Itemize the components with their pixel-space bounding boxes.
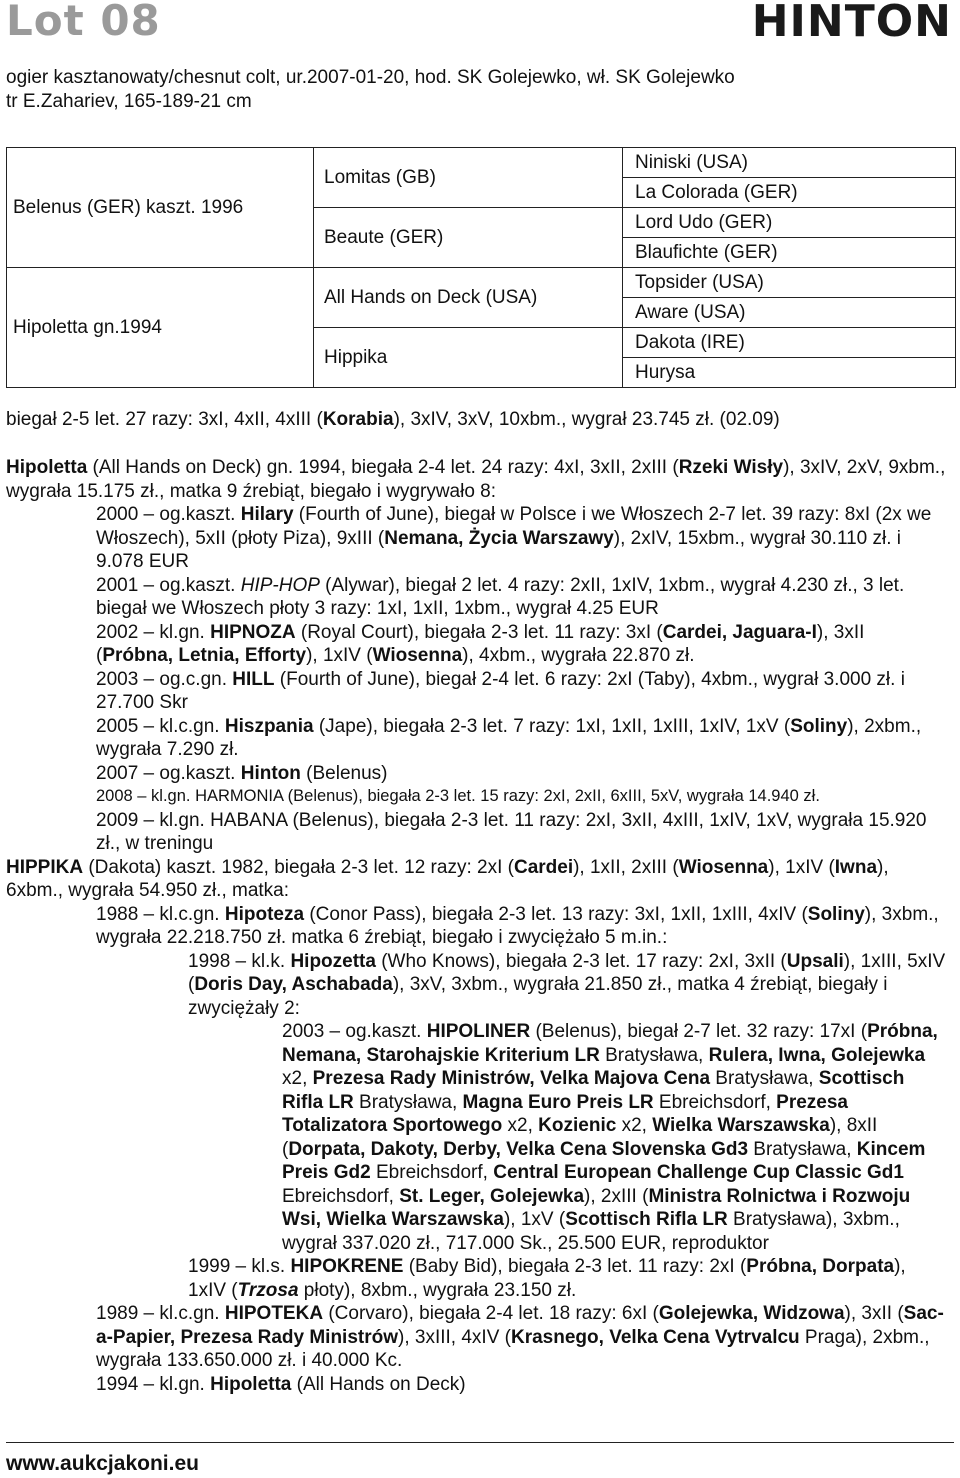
text: ), 3xII ( xyxy=(96,621,865,666)
hippika-offspring-1988 xyxy=(6,903,946,950)
text: (Alywar), biegał 2 let. 4 razy: 2xII, 1xIV, 1xbm., wygrał 4.230 zł., 3 let. biegał we Włoszech płoty 3 razy: 1xI, 1xII, 1xbm., wygrał 4.25 EUR xyxy=(96,574,905,619)
pedigree-dam-sire: All Hands on Deck (USA) xyxy=(314,268,623,328)
pedigree-sire-sire: Lomitas (GB) xyxy=(314,148,623,208)
hippika-offspring-1998 xyxy=(6,950,946,1021)
text: ), 1xIV ( xyxy=(188,1256,906,1301)
pedigree-sire-dam: Beaute (GER) xyxy=(314,208,623,268)
text: x2, xyxy=(616,1115,653,1136)
racing-text: biegał 2-5 let. 27 razy: 3xI, 4xII, 4xIII ( xyxy=(6,409,323,430)
offspring-name: HIP-HOP xyxy=(240,574,320,596)
offspring-name: HIPOKRENE xyxy=(290,1256,404,1277)
race-name: Kincem Preis Gd2 xyxy=(282,1138,926,1183)
text: Bratysława, xyxy=(710,1068,819,1089)
hippika-offspring-1989 xyxy=(6,1302,946,1373)
race-name: Golejewka, Widzowa xyxy=(658,1303,845,1324)
text: ), 1xV ( xyxy=(503,1209,566,1230)
offspring-2002 xyxy=(6,621,946,668)
footer-divider xyxy=(6,1442,954,1443)
text: (Royal Court), biegała 2-3 let. 11 razy: 3xI ( xyxy=(295,621,663,643)
text: ), 6xbm., wygrała 54.950 zł., matka: xyxy=(6,856,889,901)
lot-number: Lot 08 xyxy=(6,0,161,45)
dam-name: Hipoletta xyxy=(6,457,88,478)
granddam-record xyxy=(6,856,946,903)
granddam-name: HIPPIKA xyxy=(6,856,84,878)
text: 1989 – kl.c.gn. xyxy=(96,1303,225,1324)
race-name: Wiosenna xyxy=(372,645,463,666)
text: Ebreichsdorf, xyxy=(370,1162,494,1183)
text: (Fourth of June), biegał 2-4 let. 6 razy: 2xI (Taby), 4xbm., wygrał 3.000 zł. i 27.700 Skr xyxy=(96,668,905,713)
text: (Conor Pass), biegała 2-3 let. 13 razy: 3xI, 1xII, 1xIII, 4xIV ( xyxy=(304,903,808,925)
text: Bratysława, xyxy=(599,1044,709,1066)
text: (Belenus) xyxy=(300,762,388,784)
text: (Corvaro), biegała 2-4 let. 18 razy: 6xI ( xyxy=(323,1303,659,1324)
race-name: Dorpata, Dakoty, Derby, Velka Cena Slovenska Gd3 xyxy=(288,1138,749,1160)
pedigree-sire: Belenus (GER) kaszt. 1996 xyxy=(7,148,314,268)
text: ), 3xII ( xyxy=(844,1303,904,1324)
text: 2007 – og.kaszt. xyxy=(96,762,241,784)
text: ), 2xbm., wygrała 7.290 zł. xyxy=(96,715,922,760)
offspring-2009 xyxy=(6,809,946,856)
horse-name: HINTON xyxy=(751,0,952,47)
race-name: Kozienic xyxy=(538,1115,617,1136)
text: (Jape), biegała 2-3 let. 7 razy: 1xI, 1xII, 1xIII, 1xIV, 1xV ( xyxy=(313,715,791,737)
footer-url[interactable]: www.aukcjakoni.eu xyxy=(6,1452,199,1475)
text: (Fourth of June), biegał w Polsce i we Włoszech 2-7 let. 39 razy: 8xI (2x we Włoszech), 5xII (płoty Piza), 9xIII ( xyxy=(96,504,932,549)
text: Ebreichsdorf, xyxy=(653,1091,777,1113)
offspring-2008 xyxy=(6,785,946,809)
race-name: Central European Challenge Cup Classic Gd1 xyxy=(493,1162,904,1183)
racing-text: ), 3xIV, 3xV, 10xbm., wygrał 23.745 zł. (02.09) xyxy=(393,409,780,430)
text: (All Hands on Deck) gn. 1994, biegała 2-4 let. 24 razy: 4xI, 3xII, 2xIII ( xyxy=(87,457,679,478)
text: Bratysława), 3xbm., wygrał 337.020 zł., 717.000 Sk., 25.500 EUR, reproduktor xyxy=(282,1209,900,1254)
text: ), 3xIII, 4xIV ( xyxy=(398,1326,511,1348)
offspring-name: HILL xyxy=(232,668,275,690)
race-name: Trzosa xyxy=(237,1279,299,1301)
race-name: St. Leger, Golejewka xyxy=(399,1185,585,1207)
offspring-name: Hiszpania xyxy=(224,715,314,737)
text: 2001 – og.kaszt. xyxy=(96,574,241,596)
offspring-2005 xyxy=(6,715,946,762)
pedigree-g3-2: La Colorada (GER) xyxy=(623,178,956,208)
text: 1999 – kl.s. xyxy=(188,1256,291,1277)
text: ), 3xbm., wygrała 22.218.750 zł. matka 6 źrebiąt, biegało i zwyciężało 5 m.in.: xyxy=(96,903,939,948)
race-name: Iwna xyxy=(834,856,878,878)
pedigree-g3-7: Dakota (IRE) xyxy=(623,328,956,358)
text: (Baby Bid), biegała 2-3 let. 11 razy: 2xI ( xyxy=(403,1256,747,1277)
text: x2, xyxy=(282,1068,313,1089)
offspring-name: Hipoletta xyxy=(210,1373,292,1395)
pedigree-g3-5: Topsider (USA) xyxy=(623,268,956,298)
offspring-name: HIPOLINER xyxy=(426,1021,531,1042)
text: 2000 – og.kaszt. xyxy=(96,504,241,525)
offspring-name: Hipozetta xyxy=(290,950,376,972)
text: Bratysława, xyxy=(353,1091,463,1113)
offspring-name: Hinton xyxy=(240,762,301,784)
race-name: Soliny xyxy=(807,903,865,925)
racing-bold: Korabia xyxy=(322,409,394,430)
offspring-2000 xyxy=(6,503,946,574)
text: płoty), 8xbm., wygrała 23.150 zł. xyxy=(298,1279,577,1301)
hippika-offspring-1994 xyxy=(6,1373,946,1397)
offspring-name: HIPOTEKA xyxy=(224,1303,324,1324)
family-record xyxy=(6,456,946,1396)
race-name: Krasnego, Velka Cena Vytrvalcu xyxy=(511,1326,800,1348)
text: ), 1xIV ( xyxy=(306,645,373,666)
pedigree-g3-6: Aware (USA) xyxy=(623,298,956,328)
race-name: Sac-a-Papier, Prezesa Rady Ministrów xyxy=(96,1303,944,1348)
text: ), 1xIV ( xyxy=(768,856,835,878)
text: ), 3xIV, 2xV, 9xbm., wygrała 15.175 zł., matka 9 źrebiąt, biegało i wygrywało 8: xyxy=(6,457,946,502)
racing-record xyxy=(6,408,780,432)
text: ), 4xbm., wygrała 22.870 zł. xyxy=(462,645,695,666)
race-name: Ministra Rolnictwa i Rozwoju Wsi, Wielka Warszawska xyxy=(282,1185,911,1230)
text: 2005 – kl.c.gn. xyxy=(96,715,225,737)
race-name: Próbna, Letnia, Efforty xyxy=(102,645,307,666)
hippika-offspring-2003 xyxy=(6,1020,946,1255)
race-name: Prezesa Totalizatora Sportowego xyxy=(282,1091,848,1136)
race-name: Cardei xyxy=(513,856,574,878)
text: 1994 – kl.gn. xyxy=(96,1373,211,1395)
text: x2, xyxy=(502,1115,539,1136)
offspring-name: Hipoteza xyxy=(224,903,305,925)
description-line-2: tr E.Zahariev, 165-189-21 cm xyxy=(6,91,252,112)
text: 2008 – kl.gn. HARMONIA (Belenus), biegała 2-3 let. 15 razy: 2xI, 2xII, 6xIII, 5xV, wygrała 14.940 zł. xyxy=(96,787,820,805)
race-name: Cardei, Jaguara-I xyxy=(662,621,817,643)
text: 2009 – kl.gn. HABANA (Belenus), biegała 2-3 let. 11 razy: 2xI, 3xII, 4xIII, 1xIV, 1xV, wygrała 15.920 zł., w treningu xyxy=(96,809,927,854)
text: (Who Knows), biegała 2-3 let. 17 razy: 2xI, 3xII ( xyxy=(375,950,787,972)
offspring-name: HIPNOZA xyxy=(210,621,296,643)
text: ), 2xIII ( xyxy=(584,1185,649,1207)
pedigree-g3-3: Lord Udo (GER) xyxy=(623,208,956,238)
horse-description xyxy=(6,66,946,114)
text: 2003 – og.c.gn. xyxy=(96,668,233,690)
description-line-1: ogier kasztanowaty/chesnut colt, ur.2007-01-20, hod. SK Golejewko, wł. SK Golejewko xyxy=(6,67,735,88)
text: 1998 – kl.k. xyxy=(188,950,291,972)
race-name: Wielka Warszawska xyxy=(652,1115,830,1136)
text: 2002 – kl.gn. xyxy=(96,621,211,643)
race-name: Wiosenna xyxy=(678,856,769,878)
offspring-name: Hilary xyxy=(240,504,294,525)
race-name: Magna Euro Preis LR xyxy=(462,1091,654,1113)
text: 1988 – kl.c.gn. xyxy=(96,903,225,925)
race-name: Soliny xyxy=(790,715,848,737)
pedigree-g3-4: Blaufichte (GER) xyxy=(623,238,956,268)
race-name: Prezesa Rady Ministrów, Velka Majova Cena xyxy=(312,1068,711,1089)
text: Bratysława, xyxy=(748,1138,857,1160)
race-name: Upsali xyxy=(786,950,844,972)
race-name: Doris Day, Aschabada xyxy=(194,974,393,995)
offspring-2003 xyxy=(6,668,946,715)
hippika-offspring-1999 xyxy=(6,1255,946,1302)
text: ), 8xII ( xyxy=(282,1115,878,1160)
text: (All Hands on Deck) xyxy=(291,1373,466,1395)
race-name: Rulera, Iwna, Golejewka xyxy=(708,1044,926,1066)
race-name: Nemana, Życia Warszawy xyxy=(384,527,614,549)
race-name: Scottisch Rifla LR xyxy=(282,1068,905,1113)
offspring-2001 xyxy=(6,574,946,621)
race-name: Próbna, Dorpata xyxy=(746,1256,895,1277)
text: ), 1xIII, 5xIV ( xyxy=(188,950,946,995)
race-name: Próbna, Nemana, Starohajskie Kriterium LR xyxy=(282,1021,938,1066)
pedigree-dam-dam: Hippika xyxy=(314,328,623,388)
text: ), 1xII, 2xIII ( xyxy=(573,856,679,878)
race-name: Rzeki Wisły xyxy=(678,457,784,478)
text: ), 2xIV, 15xbm., wygrał 30.110 zł. i 9.078 EUR xyxy=(96,527,902,572)
text: (Dakota) kaszt. 1982, biegała 2-3 let. 12 razy: 2xI ( xyxy=(83,856,514,878)
text: (Belenus), biegał 2-7 let. 32 razy: 17xI ( xyxy=(530,1021,868,1042)
pedigree-table xyxy=(6,147,956,388)
pedigree-g3-1: Niniski (USA) xyxy=(623,148,956,178)
pedigree-g3-8: Hurysa xyxy=(623,358,956,388)
race-name: Scottisch Rifla LR xyxy=(565,1209,728,1230)
dam-record xyxy=(6,456,946,503)
text: Praga), 2xbm., wygrała 133.650.000 zł. i 40.000 Kc. xyxy=(96,1326,930,1371)
text: 2003 – og.kaszt. xyxy=(282,1021,427,1042)
text: Ebreichsdorf, xyxy=(282,1185,400,1207)
text: ), 3xV, 3xbm., wygrała 21.850 zł., matka 4 źrebiąt, biegały i zwyciężały 2: xyxy=(188,974,888,1019)
offspring-2007 xyxy=(6,762,946,786)
pedigree-dam: Hipoletta gn.1994 xyxy=(7,268,314,388)
